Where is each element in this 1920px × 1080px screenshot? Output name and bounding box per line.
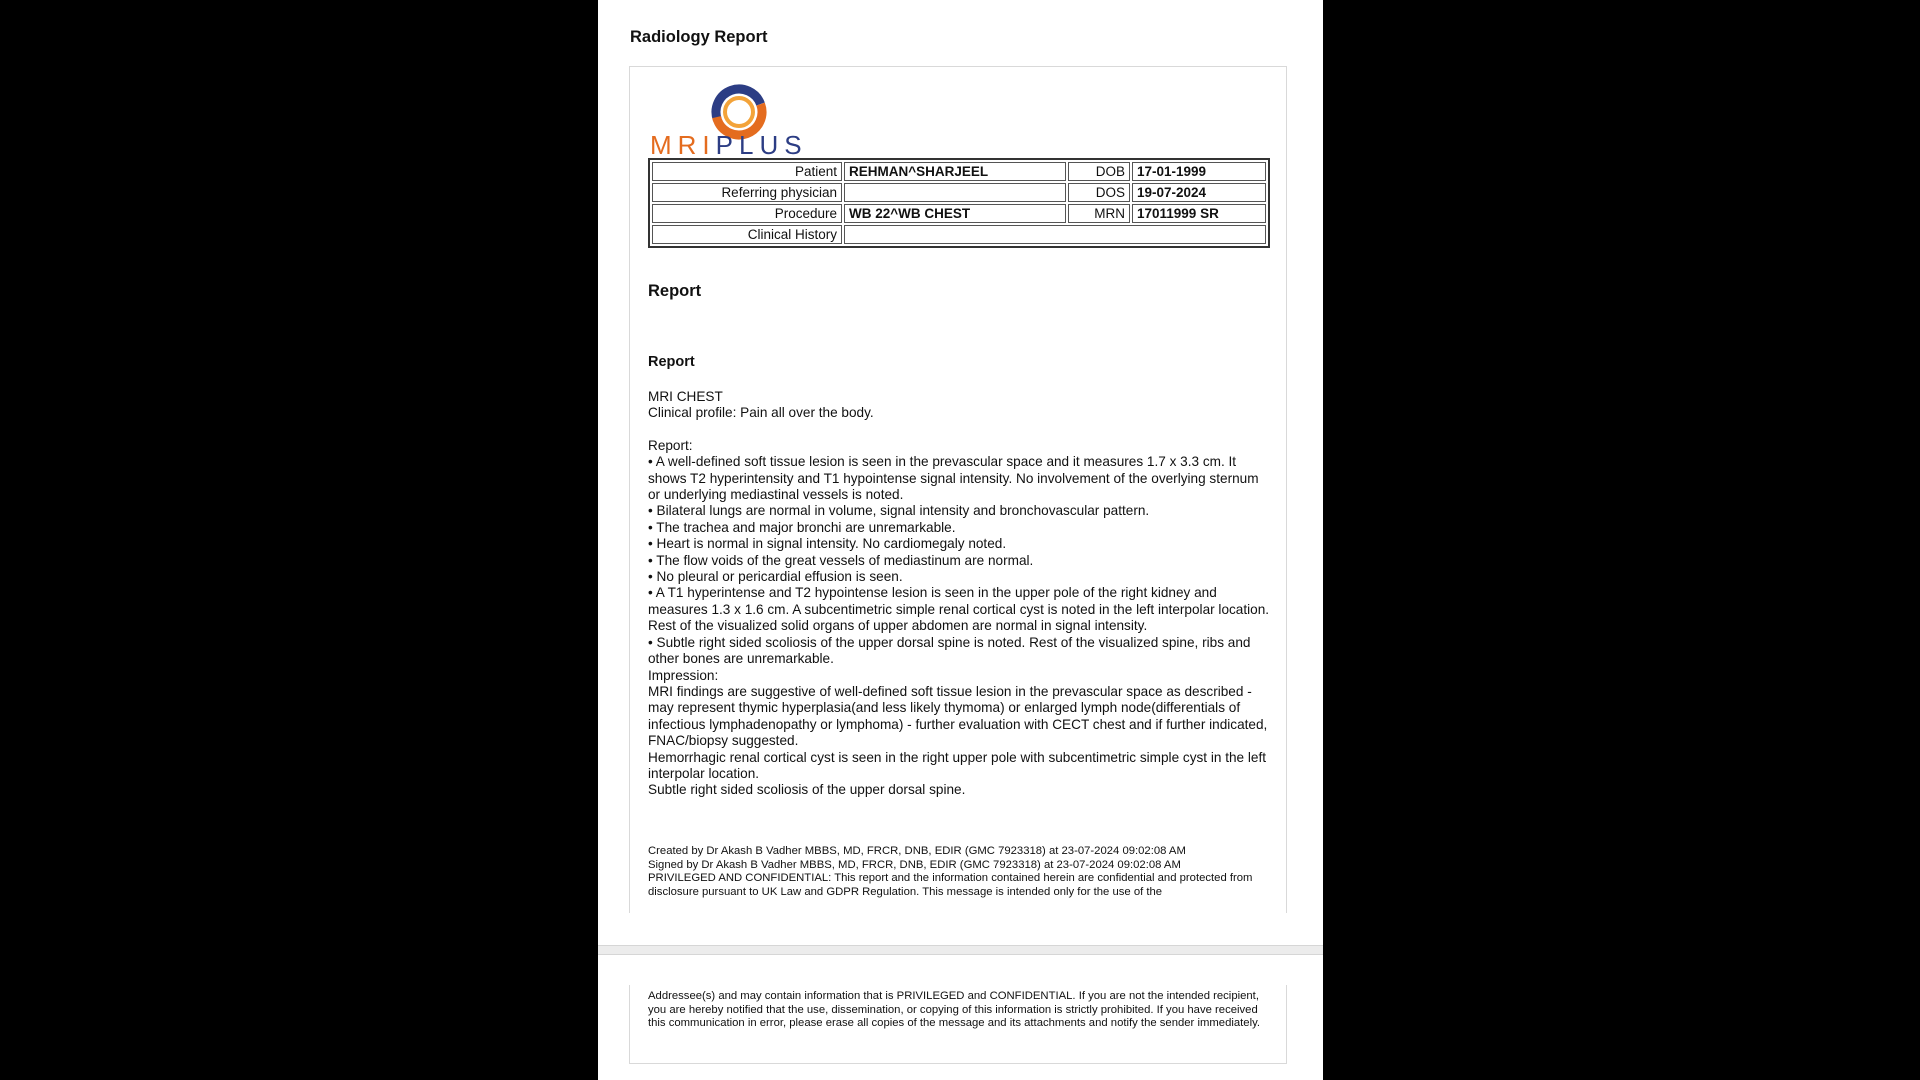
signature-footer [648,845,1278,899]
report-subheading: Report [648,354,695,370]
patient-row [652,162,1266,181]
logo-text-plus: PLUS [715,130,808,160]
report-card [629,66,1287,913]
impression-item: Hemorrhagic renal cortical cyst is seen in the right upper pole with subcentimetric simple cyst in the left interpolar location. [648,749,1267,781]
history-row [652,225,1266,244]
exam-line: MRI CHEST [648,389,723,404]
procedure-row [652,204,1266,223]
referring-label: Referring physician [652,183,842,202]
referring-value [844,183,1066,202]
finding-item: • Bilateral lungs are normal in volume, signal intensity and bronchovascular pattern. [648,503,1150,519]
finding-item: • A well-defined soft tissue lesion is seen in the prevascular space and it measures 1.7 x 3.3 cm. It shows T2 hyperintensity and T1 hypointense signal intensity. No involvement of the overlying sternum or underlying mediastinal vessels is noted. [648,454,1259,503]
created-by-line: Created by Dr Akash B Vadher MBBS, MD, FRCR, DNB, EDIR (GMC 7923318) at 23-07-2024 09:02:08 AM [648,845,1186,857]
confidentiality-continuation: Addressee(s) and may contain information that is PRIVILEGED and CONFIDENTIAL. If you are not the intended recipient, you are hereby notified that the use, dissemination, or copying of this information is strictly prohibited. If you have received this communication in error, please erase all copies of the message and its attachments and notify the sender immediately. [648,990,1261,1030]
page-break [598,945,1323,955]
signed-by-line: Signed by Dr Akash B Vadher MBBS, MD, FRCR, DNB, EDIR (GMC 7923318) at 23-07-2024 09:02:08 AM [648,858,1181,871]
impression-label: Impression: [648,667,719,683]
report-heading: Report [648,282,702,300]
mrn-value: 17011999 SR [1132,204,1266,223]
mriplus-logo [650,83,835,161]
patient-value: REHMAN^SHARJEEL [844,162,1066,181]
impression-item: MRI findings are suggestive of well-defined soft tissue lesion in the prevascular space as described - may represent thymic hyperplasia(and less likely thymoma) or enlarged lymph node(differentials of infectious lymphadenopathy or lymphoma) - further evaluation with CECT chest and if further indicated, FNAC/biopsy suggested. [648,683,1268,749]
dob-value: 17-01-1999 [1132,162,1266,181]
confidentiality-notice: PRIVILEGED AND CONFIDENTIAL: This report and the information contained herein are confidential and protected from disclosure pursuant to UK Law and GDPR Regulation. This message is intended only for the use of the [648,872,1253,898]
report-page [598,0,1323,1080]
history-label: Clinical History [652,225,842,244]
logo-wordmark [650,131,808,159]
finding-item: • Subtle right sided scoliosis of the upper dorsal spine is noted. Rest of the visualized spine, ribs and other bones are unremarkable. [648,634,1251,667]
patient-info-table [648,158,1270,248]
clinical-profile-line: Clinical profile: Pain all over the body. [648,405,874,421]
impression-item: Subtle right sided scoliosis of the upper dorsal spine. [648,782,966,798]
dos-label: DOS [1068,183,1130,202]
finding-item: • The flow voids of the great vessels of mediastinum are normal. [648,552,1034,568]
dos-value: 19-07-2024 [1132,183,1266,202]
dob-label: DOB [1068,162,1130,181]
logo-text-mri: MRI [650,130,716,160]
history-value [844,225,1266,244]
finding-item: • The trachea and major bronchi are unremarkable. [648,519,956,535]
procedure-value: WB 22^WB CHEST [844,204,1066,223]
finding-item: • A T1 hyperintense and T2 hypointense lesion is seen in the upper pole of the right kidney and measures 1.3 x 1.6 cm. A subcentimetric simple renal cortical cyst is noted in the left interpolar location. Rest of the visualized solid organs of upper abdomen are normal in signal intensity. [648,585,1270,634]
report-label: Report: [648,437,693,453]
report-card-continuation [629,985,1287,1064]
report-body [648,389,1273,799]
page-title: Radiology Report [630,28,768,46]
finding-item: • No pleural or pericardial effusion is seen. [648,569,903,585]
referring-row [652,183,1266,202]
mrn-label: MRN [1068,204,1130,223]
finding-item: • Heart is normal in signal intensity. No cardiomegaly noted. [648,536,1007,552]
patient-label: Patient [652,162,842,181]
procedure-label: Procedure [652,204,842,223]
